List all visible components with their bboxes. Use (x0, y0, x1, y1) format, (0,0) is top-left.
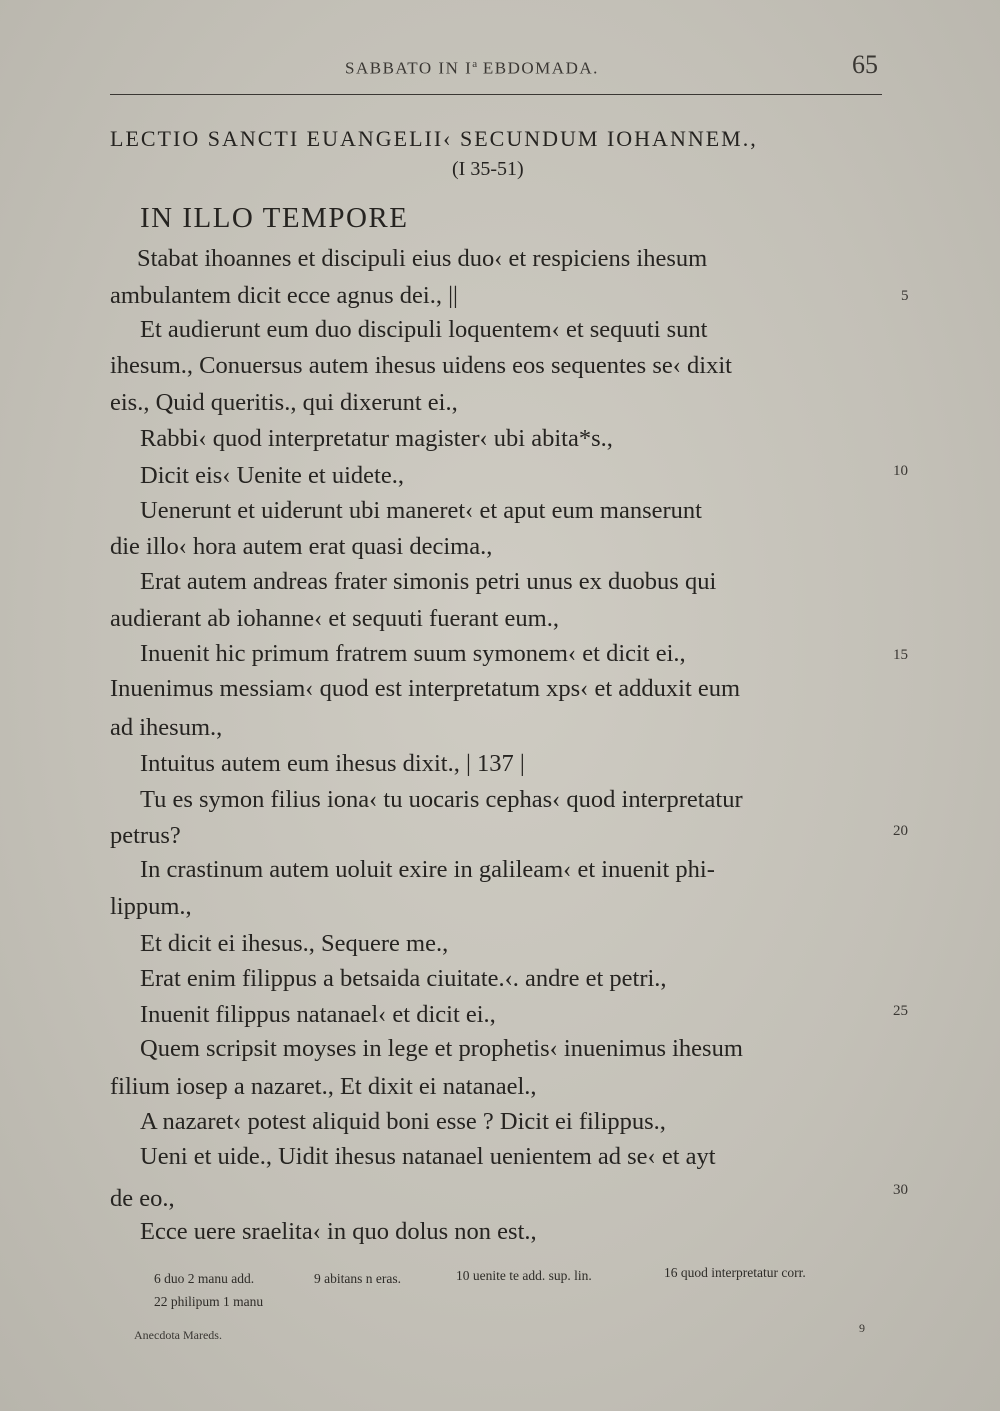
text-line: Quem scripsit moyses in lege et prophetis‹ inuenimus ihesum (140, 1035, 743, 1062)
text-line: Inuenimus messiam‹ quod est interpretatum xps‹ et adduxit eum (110, 675, 741, 702)
text-line: ihesum., Conuersus autem ihesus uidens eos sequentes se‹ dixit (110, 352, 732, 379)
running-head-pre: SABBATO IN I (345, 58, 473, 78)
text-line: Et audierunt eum duo discipuli loquentem‹ et sequuti sunt (140, 316, 708, 343)
text-line: Uenerunt et uiderunt ubi maneret‹ et aput eum manserunt (140, 497, 702, 524)
footnote: 22 philipum 1 manu (154, 1294, 264, 1309)
text-line: filium iosep a nazaret., Et dixit ei natanael., (110, 1073, 537, 1100)
page-number: 65 (852, 50, 878, 79)
text-line: Erat autem andreas frater simonis petri unus ex duobus qui (140, 568, 717, 595)
text-line: de eo., (110, 1185, 175, 1212)
text-line: Erat enim filippus a betsaida ciuitate.‹. andre et petri., (140, 965, 667, 992)
text-line: Dicit eis‹ Uenite et uidete., (140, 462, 404, 489)
text-line: lippum., (110, 893, 192, 920)
printer-imprint: Anecdota Mareds. (134, 1328, 222, 1342)
line-number: 30 (893, 1182, 908, 1198)
text-line: ad ihesum., (110, 714, 223, 741)
running-head (345, 58, 599, 79)
running-head-superscript: a (472, 58, 478, 70)
lectio-reference: (I 35-51) (452, 158, 524, 180)
text-line: Ueni et uide., Uidit ihesus natanael uenientem ad se‹ et ayt (140, 1143, 716, 1170)
footnote: 10 uenite te add. sup. lin. (456, 1268, 592, 1283)
text-line: eis., Quid queritis., qui dixerunt ei., (110, 389, 458, 416)
text-line: ambulantem dicit ecce agnus dei., || (110, 282, 458, 309)
text-line: In crastinum autem uoluit exire in galileam‹ et inuenit phi- (140, 856, 715, 883)
incipit: IN ILLO TEMPORE (140, 202, 409, 234)
text-line: petrus? (110, 822, 181, 849)
line-number: 5 (901, 288, 909, 304)
line-number: 25 (893, 1003, 908, 1019)
header-rule (110, 94, 882, 95)
text-line: Stabat ihoannes et discipuli eius duo‹ et respiciens ihesum (137, 245, 708, 272)
footnote: 6 duo 2 manu add. (154, 1271, 255, 1286)
text-line: Et dicit ei ihesus., Sequere me., (140, 930, 449, 957)
signature-mark: 9 (859, 1321, 865, 1335)
text-line: Tu es symon filius iona‹ tu uocaris cephas‹ quod interpretatur (140, 786, 743, 813)
text-line: audierant ab iohanne‹ et sequuti fuerant eum., (110, 605, 559, 632)
text-line: Inuenit hic primum fratrem suum symonem‹ et dicit ei., (140, 640, 686, 667)
footnote: 9 abitans n eras. (314, 1271, 401, 1286)
line-number: 20 (893, 823, 908, 839)
text-line: Intuitus autem eum ihesus dixit., | 137 | (140, 750, 525, 777)
lectio-title: LECTIO SANCTI EUANGELII‹ SECUNDUM IOHANNEM., (110, 126, 758, 151)
line-number: 15 (893, 647, 908, 663)
text-line: Ecce uere sraelita‹ in quo dolus non est., (140, 1218, 537, 1245)
text-line: Inuenit filippus natanael‹ et dicit ei., (140, 1001, 496, 1028)
line-number: 10 (893, 463, 908, 479)
running-head-post: EBDOMADA. (477, 58, 599, 78)
text-line: Rabbi‹ quod interpretatur magister‹ ubi abita*s., (140, 425, 613, 452)
text-line: A nazaret‹ potest aliquid boni esse ? Dicit ei filippus., (140, 1108, 666, 1135)
text-line: die illo‹ hora autem erat quasi decima., (110, 533, 493, 560)
footnote: 16 quod interpretatur corr. (664, 1265, 806, 1280)
